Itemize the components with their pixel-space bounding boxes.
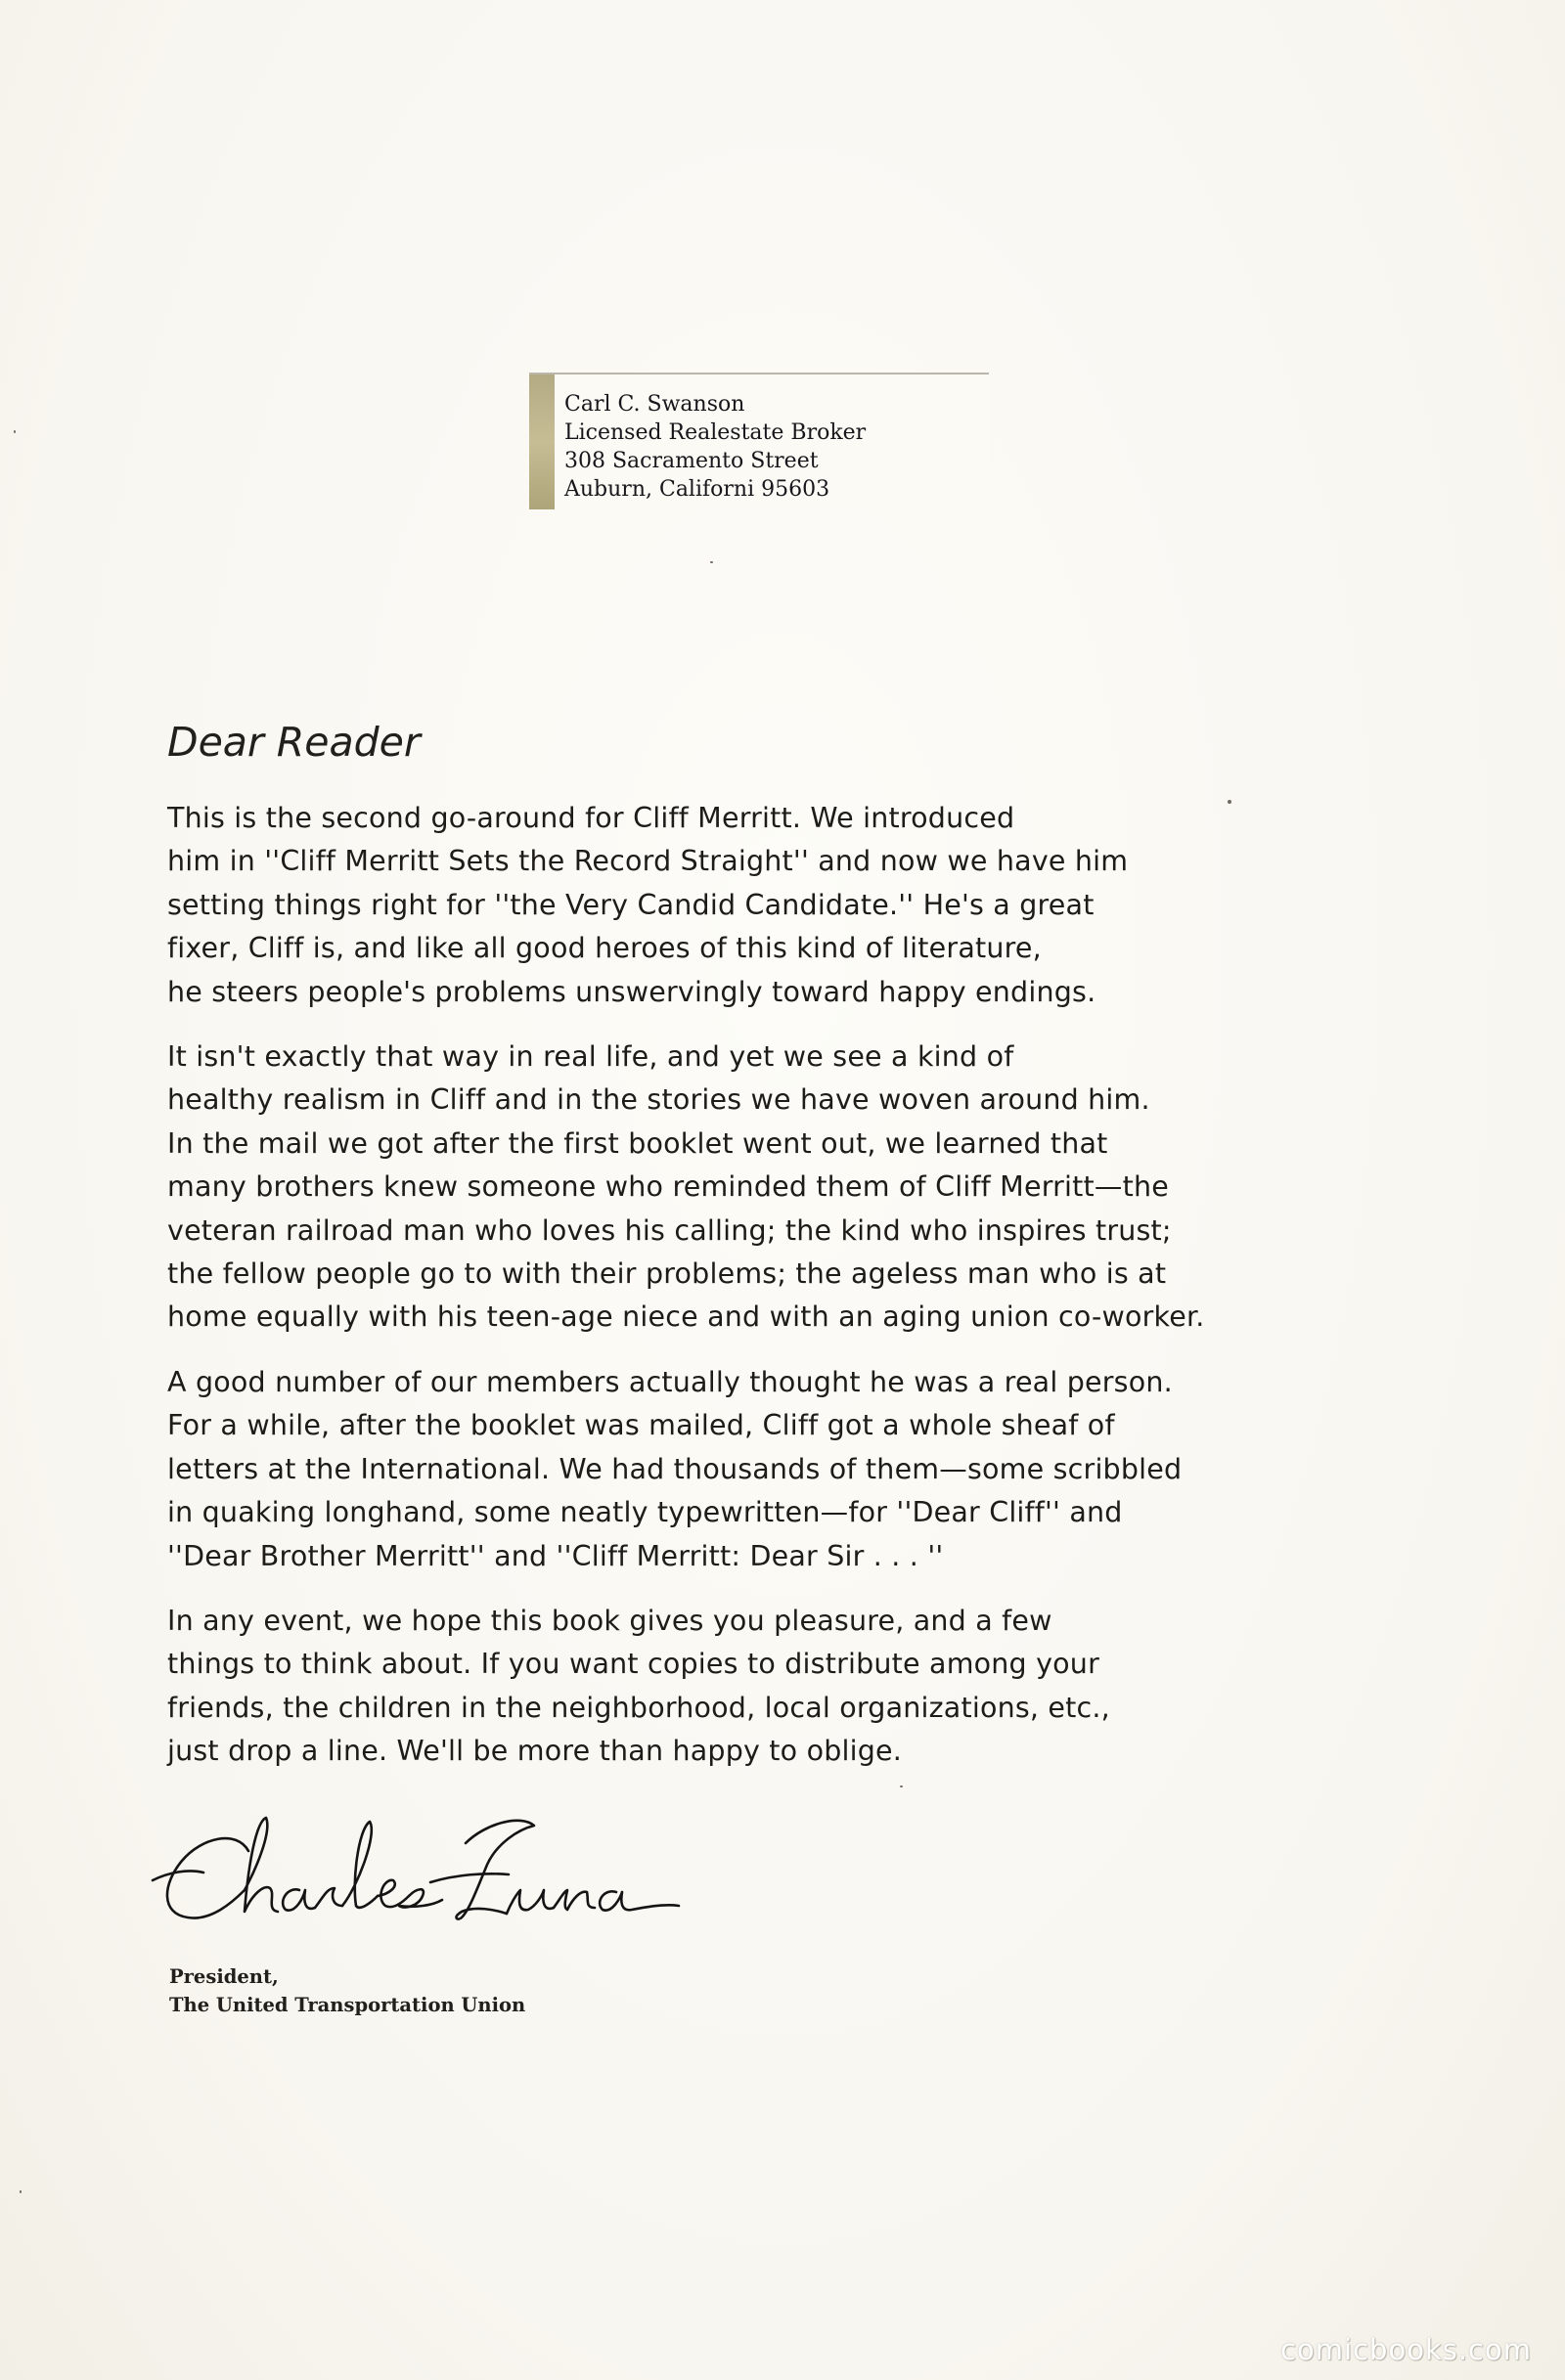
address-city: Auburn, Californi 95603 [564,477,830,502]
body-line: him in ''Cliff Merritt Sets the Record Straight'' and now we have him [167,845,1129,878]
body-line: It isn't exactly that way in real life, and yet we see a kind of [167,1040,1014,1074]
signer-block [169,1962,525,2019]
address-street: 308 Sacramento Street [564,449,819,473]
paragraph-3 [167,1361,1292,1578]
body-line: healthy realism in Cliff and in the stories we have woven around him. [167,1083,1150,1117]
paper-speck [20,2190,22,2193]
body-line: just drop a line. We'll be more than happy to oblige. [167,1735,903,1768]
body-line: In the mail we got after the first booklet went out, we learned that [167,1126,1108,1160]
address-name: Carl C. Swanson [564,392,745,417]
paper-speck [14,430,16,433]
body-line: veteran railroad man who loves his calling; the kind who inspires trust; [167,1213,1172,1247]
paper-speck [900,1785,903,1787]
body-line: many brothers knew someone who reminded them of Cliff Merritt—the [167,1170,1169,1204]
address-label [529,373,989,509]
site-watermark: comicbooks.com [1280,2333,1532,2366]
body-line: things to think about. If you want copies to distribute among your [167,1648,1099,1681]
body-line: This is the second go-around for Cliff Merritt. We introduced [167,802,1015,834]
address-occupation: Licensed Realestate Broker [564,420,867,445]
label-tint-strip [529,375,555,509]
body-line: ''Dear Brother Merritt'' and ''Cliff Merritt: Dear Sir . . . '' [167,1539,944,1572]
paper-speck [710,561,713,563]
body-line: For a while, after the booklet was mailed, Cliff got a whole sheaf of [167,1409,1115,1442]
paragraph-1 [167,797,1292,1014]
signer-organization: The United Transportation Union [169,1994,526,2016]
body-line: home equally with his teen-age niece and with an aging union co-worker. [167,1300,1205,1334]
letter-body [167,797,1292,1795]
body-line: setting things right for ''the Very Candid Candidate.'' He's a great [167,888,1095,921]
body-line: letters at the International. We had thousands of them—some scribbled [167,1452,1183,1485]
paper-speck [1228,800,1231,804]
signature-image [143,1804,691,1941]
body-line: friends, the children in the neighborhood, local organizations, etc., [167,1691,1110,1724]
paragraph-4 [167,1600,1292,1774]
body-line: he steers people's problems unswervingly toward happy endings. [167,975,1096,1008]
body-line: fixer, Cliff is, and like all good heroes of this kind of literature, [167,932,1042,965]
salutation: Dear Reader [167,719,421,766]
body-line: in quaking longhand, some neatly typewritten—for ''Dear Cliff'' and [167,1496,1123,1529]
paragraph-2 [167,1036,1292,1340]
body-line: A good number of our members actually thought he was a real person. [167,1365,1173,1398]
body-line: In any event, we hope this book gives you pleasure, and a few [167,1604,1052,1637]
body-line: the fellow people go to with their problems; the ageless man who is at [167,1257,1167,1291]
signer-title: President, [169,1965,279,1988]
